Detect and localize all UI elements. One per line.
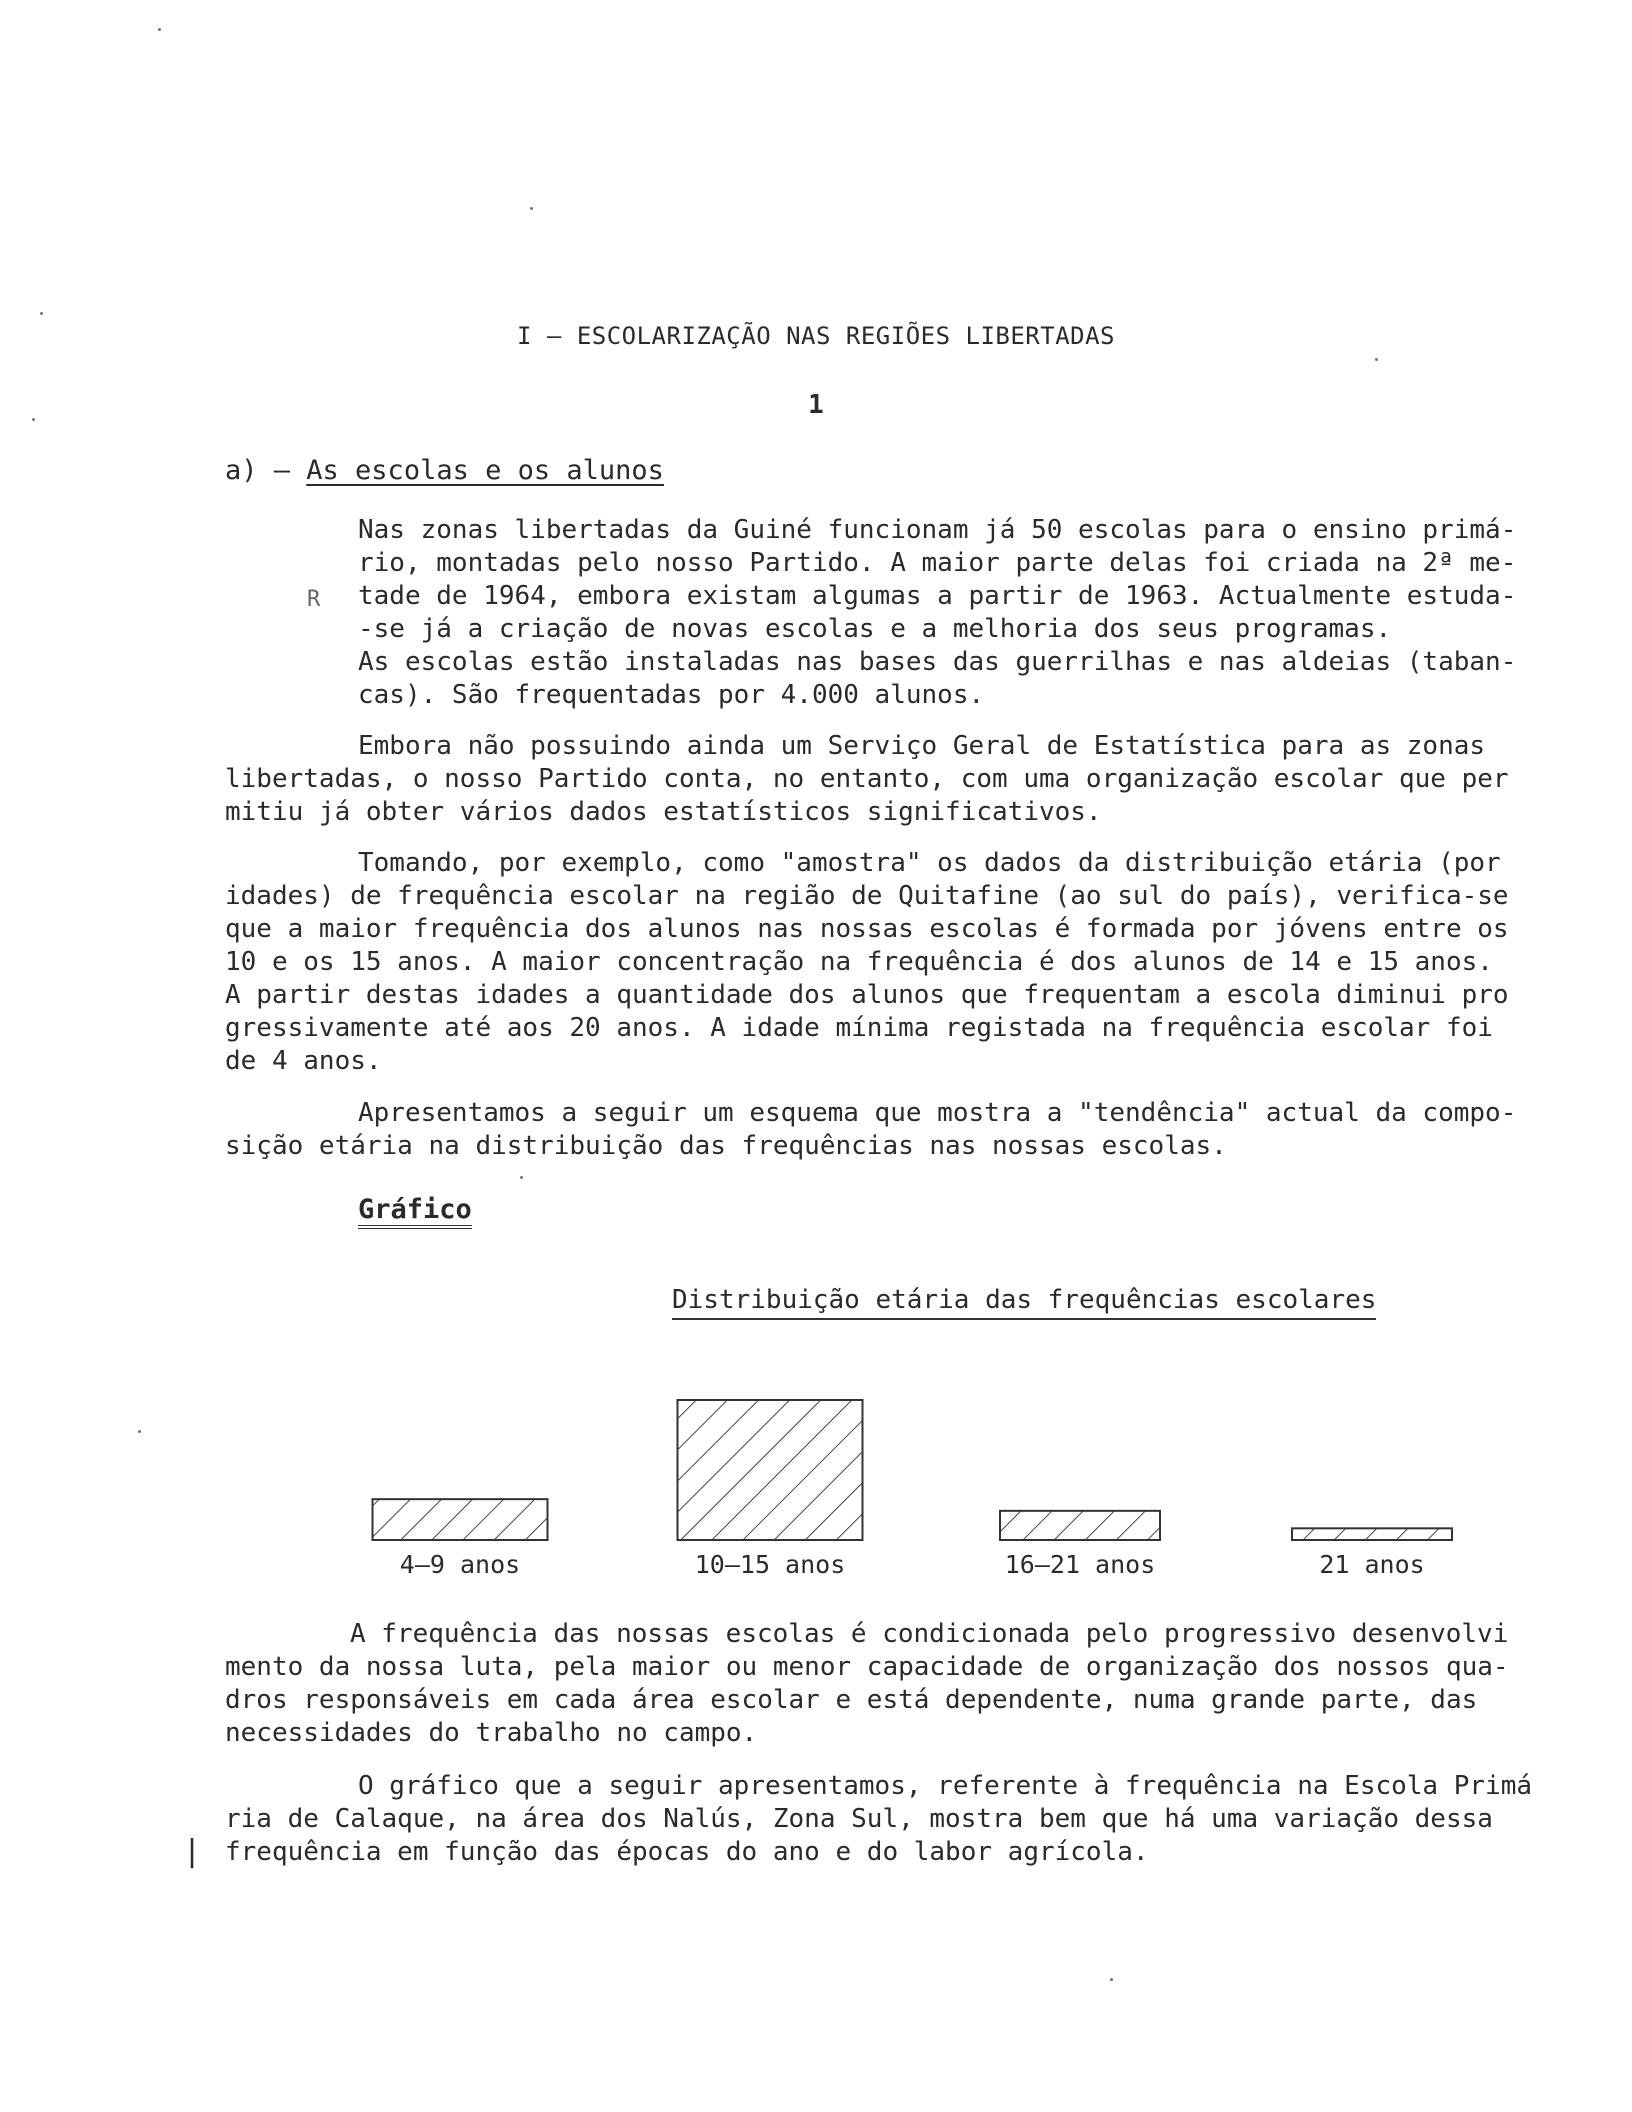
paragraph-line: dros responsáveis em cada área escolar e está dependente, numa grande parte, das: [225, 1685, 1478, 1715]
scan-speck: [40, 312, 43, 315]
section-prefix: a) –: [225, 455, 307, 486]
paragraph-line: de 4 anos.: [225, 1046, 382, 1076]
page-title: I – ESCOLARIZAÇÃO NAS REGIÕES LIBERTADAS: [517, 322, 1115, 350]
grafico-label: Gráfico: [358, 1195, 472, 1229]
paragraph-2: [225, 730, 1580, 829]
paragraph-line: 10 e os 15 anos. A maior concentração na frequência é dos alunos de 14 e 15 anos.: [225, 947, 1493, 977]
paragraph-line: O gráfico que a seguir apresentamos, referente à frequência na Escola Primá: [358, 1771, 1532, 1801]
paragraph-line: As escolas estão instaladas nas bases das guerrilhas e nas aldeias (taban-: [358, 647, 1517, 677]
age-distribution-chart: [0, 1380, 1632, 1560]
paragraph-line: idades) de frequência escolar na região de Quitafine (ao sul do país), verifica-se: [225, 881, 1509, 911]
paragraph-line: mitiu já obter vários dados estatísticos significativos.: [225, 797, 1102, 827]
section-heading-text: As escolas e os alunos: [306, 455, 664, 486]
paragraph-3: [225, 847, 1580, 1078]
chart-title: Distribuição etária das frequências escolares: [672, 1284, 1376, 1320]
paragraph-line: libertadas, o nosso Partido conta, no entanto, com uma organização escolar que per: [225, 764, 1509, 794]
paragraph-line: frequência em função das épocas do ano e do labor agrícola.: [225, 1837, 1149, 1867]
section-number: 1: [808, 390, 824, 420]
paragraph-line: gressivamente até aos 20 anos. A idade mínima registada na frequência escolar foi: [225, 1013, 1493, 1043]
scan-speck: [1110, 1978, 1113, 1981]
bar-label: 16–21 anos: [1004, 1550, 1156, 1579]
scan-speck: [158, 28, 161, 31]
bar-label: 4–9 anos: [399, 1550, 521, 1579]
section-heading: [225, 455, 664, 486]
margin-mark-r: R: [307, 587, 321, 612]
bar-label: 21 anos: [1319, 1550, 1425, 1579]
paragraph-line: tade de 1964, embora existam algumas a partir de 1963. Actualmente estuda-: [358, 581, 1517, 611]
paragraph-5: [225, 1618, 1580, 1750]
paragraph-line: A partir destas idades a quantidade dos alunos que frequentam a escola diminui pro: [225, 980, 1509, 1010]
bar-1: [678, 1400, 863, 1540]
scan-speck: [520, 1176, 523, 1179]
paragraph-line: rio, montadas pelo nosso Partido. A maior parte delas foi criada na 2ª me-: [358, 548, 1517, 578]
paragraph-line: Embora não possuindo ainda um Serviço Geral de Estatística para as zonas: [358, 731, 1486, 761]
paragraph-line: necessidades do trabalho no campo.: [225, 1718, 758, 1748]
paragraph-line: A frequência das nossas escolas é condicionada pelo progressivo desenvolvi: [350, 1619, 1509, 1649]
margin-bar-mark: |: [183, 1834, 202, 1869]
paragraph-line: mento da nossa luta, pela maior ou menor capacidade de organização dos nossos qua-: [225, 1652, 1509, 1682]
paragraph-6: [225, 1770, 1580, 1869]
scan-speck: [1375, 358, 1378, 361]
bar-2: [1000, 1511, 1160, 1540]
scan-speck: [32, 418, 35, 421]
paragraph-4: [225, 1097, 1580, 1163]
bar-3: [1292, 1528, 1452, 1540]
paragraph-line: -se já a criação de novas escolas e a melhoria dos seus programas.: [358, 614, 1392, 644]
bar-label: 10–15 anos: [694, 1550, 846, 1579]
scan-speck: [530, 207, 533, 210]
scan-speck: [138, 1430, 141, 1433]
paragraph-line: que a maior frequência dos alunos nas nossas escolas é formada por jóvens entre os: [225, 914, 1509, 944]
paragraph-1: [358, 514, 1580, 712]
paragraph-line: Tomando, por exemplo, como "amostra" os dados da distribuição etária (por: [358, 848, 1501, 878]
paragraph-line: Apresentamos a seguir um esquema que mostra a "tendência" actual da compo-: [358, 1098, 1517, 1128]
paragraph-line: sição etária na distribuição das frequências nas nossas escolas.: [225, 1131, 1227, 1161]
bar-0: [373, 1499, 548, 1540]
paragraph-line: cas). São frequentadas por 4.000 alunos.: [358, 680, 985, 710]
paragraph-line: Nas zonas libertadas da Guiné funcionam já 50 escolas para o ensino primá-: [358, 515, 1517, 545]
paragraph-line: ria de Calaque, na área dos Nalús, Zona Sul, mostra bem que há uma variação dessa: [225, 1804, 1493, 1834]
